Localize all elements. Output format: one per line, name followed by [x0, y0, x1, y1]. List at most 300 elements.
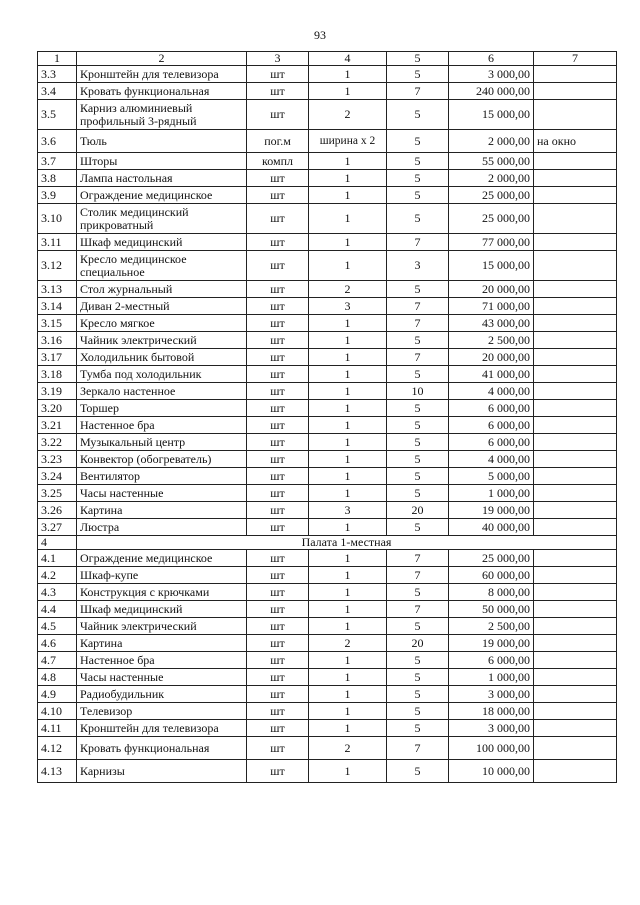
- item-service-life: 5: [387, 400, 449, 417]
- item-service-life: 5: [387, 153, 449, 170]
- item-service-life: 7: [387, 83, 449, 100]
- item-unit: шт: [247, 170, 309, 187]
- item-note: [534, 567, 617, 584]
- table-row: [38, 153, 617, 170]
- item-name: Шкаф медицинский: [77, 234, 247, 251]
- item-quantity: 2: [309, 635, 387, 652]
- item-name: Музыкальный центр: [77, 434, 247, 451]
- item-quantity: 1: [309, 400, 387, 417]
- item-price: 6 000,00: [449, 417, 534, 434]
- item-name: Кровать функциональная: [77, 737, 247, 760]
- item-unit: шт: [247, 434, 309, 451]
- item-quantity: 1: [309, 720, 387, 737]
- item-service-life: 7: [387, 737, 449, 760]
- table-row: [38, 251, 617, 281]
- item-quantity: 1: [309, 170, 387, 187]
- item-number: 3.8: [38, 170, 77, 187]
- item-unit: шт: [247, 720, 309, 737]
- item-name: Стол журнальный: [77, 281, 247, 298]
- item-note: [534, 669, 617, 686]
- item-quantity: 1: [309, 618, 387, 635]
- section-title: Палата 1-местная: [77, 536, 617, 550]
- item-price: 71 000,00: [449, 298, 534, 315]
- item-service-life: 5: [387, 468, 449, 485]
- item-service-life: 20: [387, 635, 449, 652]
- item-number: 3.6: [38, 130, 77, 153]
- item-number: 4.10: [38, 703, 77, 720]
- item-name: Шкаф медицинский: [77, 601, 247, 618]
- item-number: 3.14: [38, 298, 77, 315]
- table-row: [38, 187, 617, 204]
- item-service-life: 7: [387, 550, 449, 567]
- item-number: 3.21: [38, 417, 77, 434]
- item-name: Конвектор (обогреватель): [77, 451, 247, 468]
- item-unit: шт: [247, 584, 309, 601]
- item-note: [534, 298, 617, 315]
- item-service-life: 5: [387, 366, 449, 383]
- table-row: [38, 686, 617, 703]
- item-price: 41 000,00: [449, 366, 534, 383]
- item-quantity: 1: [309, 451, 387, 468]
- item-number: 3.22: [38, 434, 77, 451]
- item-number: 4.1: [38, 550, 77, 567]
- item-price: 2 000,00: [449, 170, 534, 187]
- item-name: Кресло медицинское специальное: [77, 251, 247, 281]
- table-row: [38, 468, 617, 485]
- section-row: [38, 536, 617, 550]
- item-name: Тюль: [77, 130, 247, 153]
- item-unit: шт: [247, 251, 309, 281]
- item-quantity: 1: [309, 468, 387, 485]
- item-note: [534, 281, 617, 298]
- item-name: Ограждение медицинское: [77, 187, 247, 204]
- item-price: 6 000,00: [449, 434, 534, 451]
- item-unit: шт: [247, 737, 309, 760]
- item-note: [534, 234, 617, 251]
- table-row: [38, 434, 617, 451]
- item-number: 3.26: [38, 502, 77, 519]
- item-unit: шт: [247, 281, 309, 298]
- item-number: 3.24: [38, 468, 77, 485]
- item-price: 3 000,00: [449, 66, 534, 83]
- item-number: 3.17: [38, 349, 77, 366]
- item-number: 3.27: [38, 519, 77, 536]
- page-number: 93: [314, 28, 326, 42]
- item-name: Карниз алюминиевый профильный 3-рядный: [77, 100, 247, 130]
- item-name: Лампа настольная: [77, 170, 247, 187]
- item-service-life: 7: [387, 315, 449, 332]
- item-name: Вентилятор: [77, 468, 247, 485]
- item-note: [534, 485, 617, 502]
- item-quantity: 1: [309, 669, 387, 686]
- item-price: 43 000,00: [449, 315, 534, 332]
- item-price: 25 000,00: [449, 187, 534, 204]
- item-name: Столик медицинский прикроватный: [77, 204, 247, 234]
- item-service-life: 7: [387, 298, 449, 315]
- item-unit: пог.м: [247, 130, 309, 153]
- item-price: 8 000,00: [449, 584, 534, 601]
- item-unit: шт: [247, 502, 309, 519]
- table-row: [38, 366, 617, 383]
- item-quantity: ширина х 2: [309, 130, 387, 153]
- table-row: [38, 234, 617, 251]
- item-price: 18 000,00: [449, 703, 534, 720]
- item-number: 3.12: [38, 251, 77, 281]
- item-quantity: 1: [309, 187, 387, 204]
- item-price: 60 000,00: [449, 567, 534, 584]
- item-service-life: 5: [387, 187, 449, 204]
- item-number: 3.3: [38, 66, 77, 83]
- section-number: 4: [38, 536, 77, 550]
- item-name: Кровать функциональная: [77, 83, 247, 100]
- item-price: 20 000,00: [449, 349, 534, 366]
- item-quantity: 1: [309, 550, 387, 567]
- item-service-life: 5: [387, 720, 449, 737]
- item-price: 5 000,00: [449, 468, 534, 485]
- item-service-life: 7: [387, 567, 449, 584]
- item-service-life: 5: [387, 332, 449, 349]
- item-number: 3.20: [38, 400, 77, 417]
- item-unit: шт: [247, 652, 309, 669]
- item-quantity: 3: [309, 298, 387, 315]
- item-quantity: 3: [309, 502, 387, 519]
- table-row: [38, 635, 617, 652]
- item-service-life: 7: [387, 234, 449, 251]
- item-unit: шт: [247, 760, 309, 783]
- item-note: [534, 737, 617, 760]
- item-quantity: 1: [309, 204, 387, 234]
- item-note: на окно: [534, 130, 617, 153]
- item-name: Телевизор: [77, 703, 247, 720]
- header-cell: 7: [534, 52, 617, 66]
- item-service-life: 5: [387, 669, 449, 686]
- item-unit: шт: [247, 686, 309, 703]
- item-quantity: 1: [309, 315, 387, 332]
- item-service-life: 5: [387, 434, 449, 451]
- item-service-life: 5: [387, 485, 449, 502]
- item-price: 2 500,00: [449, 618, 534, 635]
- item-price: 15 000,00: [449, 251, 534, 281]
- item-price: 100 000,00: [449, 737, 534, 760]
- header-cell: 4: [309, 52, 387, 66]
- table-row: [38, 349, 617, 366]
- item-number: 3.16: [38, 332, 77, 349]
- table-row: [38, 315, 617, 332]
- item-note: [534, 383, 617, 400]
- header-row: [38, 52, 617, 66]
- item-number: 4.11: [38, 720, 77, 737]
- item-price: 19 000,00: [449, 635, 534, 652]
- item-name: Торшер: [77, 400, 247, 417]
- item-service-life: 5: [387, 130, 449, 153]
- item-number: 4.12: [38, 737, 77, 760]
- item-number: 3.4: [38, 83, 77, 100]
- item-quantity: 1: [309, 332, 387, 349]
- item-name: Чайник электрический: [77, 332, 247, 349]
- item-name: Настенное бра: [77, 417, 247, 434]
- item-name: Ограждение медицинское: [77, 550, 247, 567]
- item-number: 3.13: [38, 281, 77, 298]
- item-note: [534, 468, 617, 485]
- item-quantity: 1: [309, 703, 387, 720]
- item-name: Часы настенные: [77, 485, 247, 502]
- item-unit: шт: [247, 383, 309, 400]
- table-row: [38, 703, 617, 720]
- item-price: 1 000,00: [449, 669, 534, 686]
- item-unit: шт: [247, 234, 309, 251]
- item-name: Диван 2-местный: [77, 298, 247, 315]
- table-row: [38, 584, 617, 601]
- table-row: [38, 281, 617, 298]
- item-quantity: 1: [309, 349, 387, 366]
- item-unit: шт: [247, 550, 309, 567]
- table-row: [38, 737, 617, 760]
- item-quantity: 1: [309, 153, 387, 170]
- item-number: 3.10: [38, 204, 77, 234]
- item-note: [534, 251, 617, 281]
- item-quantity: 1: [309, 519, 387, 536]
- item-note: [534, 584, 617, 601]
- item-unit: шт: [247, 618, 309, 635]
- table-row: [38, 417, 617, 434]
- item-quantity: 1: [309, 251, 387, 281]
- item-name: Тумба под холодильник: [77, 366, 247, 383]
- item-quantity: 1: [309, 66, 387, 83]
- item-price: 6 000,00: [449, 652, 534, 669]
- item-name: Люстра: [77, 519, 247, 536]
- item-number: 4.8: [38, 669, 77, 686]
- item-name: Кресло мягкое: [77, 315, 247, 332]
- item-service-life: 5: [387, 584, 449, 601]
- item-number: 4.5: [38, 618, 77, 635]
- item-quantity: 2: [309, 100, 387, 130]
- item-service-life: 20: [387, 502, 449, 519]
- item-name: Шкаф-купе: [77, 567, 247, 584]
- item-unit: шт: [247, 315, 309, 332]
- table-row: [38, 502, 617, 519]
- item-name: Зеркало настенное: [77, 383, 247, 400]
- item-unit: шт: [247, 66, 309, 83]
- item-number: 4.9: [38, 686, 77, 703]
- item-service-life: 5: [387, 170, 449, 187]
- item-quantity: 1: [309, 652, 387, 669]
- item-name: Кронштейн для телевизора: [77, 720, 247, 737]
- item-number: 3.23: [38, 451, 77, 468]
- item-service-life: 5: [387, 760, 449, 783]
- item-note: [534, 720, 617, 737]
- item-number: 3.15: [38, 315, 77, 332]
- item-name: Картина: [77, 502, 247, 519]
- item-price: 50 000,00: [449, 601, 534, 618]
- item-number: 4.13: [38, 760, 77, 783]
- item-name: Чайник электрический: [77, 618, 247, 635]
- header-cell: 2: [77, 52, 247, 66]
- item-note: [534, 66, 617, 83]
- item-note: [534, 170, 617, 187]
- table-row: [38, 567, 617, 584]
- table-row: [38, 83, 617, 100]
- item-name: Радиобудильник: [77, 686, 247, 703]
- item-service-life: 5: [387, 703, 449, 720]
- item-price: 25 000,00: [449, 550, 534, 567]
- item-price: 6 000,00: [449, 400, 534, 417]
- table-row: [38, 519, 617, 536]
- item-price: 2 000,00: [449, 130, 534, 153]
- item-unit: шт: [247, 100, 309, 130]
- item-note: [534, 332, 617, 349]
- table-row: [38, 451, 617, 468]
- item-number: 3.25: [38, 485, 77, 502]
- item-unit: шт: [247, 567, 309, 584]
- table-row: [38, 618, 617, 635]
- item-note: [534, 204, 617, 234]
- item-price: 10 000,00: [449, 760, 534, 783]
- item-note: [534, 417, 617, 434]
- item-service-life: 7: [387, 601, 449, 618]
- item-name: Шторы: [77, 153, 247, 170]
- item-note: [534, 652, 617, 669]
- item-unit: шт: [247, 349, 309, 366]
- item-note: [534, 635, 617, 652]
- item-price: 55 000,00: [449, 153, 534, 170]
- item-number: 4.6: [38, 635, 77, 652]
- table-row: [38, 332, 617, 349]
- item-service-life: 7: [387, 349, 449, 366]
- item-price: 2 500,00: [449, 332, 534, 349]
- item-number: 3.5: [38, 100, 77, 130]
- item-note: [534, 760, 617, 783]
- item-quantity: 2: [309, 737, 387, 760]
- item-service-life: 5: [387, 281, 449, 298]
- item-price: 3 000,00: [449, 686, 534, 703]
- item-name: Карнизы: [77, 760, 247, 783]
- item-price: 4 000,00: [449, 451, 534, 468]
- item-note: [534, 703, 617, 720]
- item-quantity: 1: [309, 584, 387, 601]
- header-cell: 1: [38, 52, 77, 66]
- table-row: [38, 652, 617, 669]
- item-service-life: 5: [387, 618, 449, 635]
- item-note: [534, 153, 617, 170]
- item-price: 25 000,00: [449, 204, 534, 234]
- item-unit: шт: [247, 187, 309, 204]
- header-cell: 5: [387, 52, 449, 66]
- item-name: Картина: [77, 635, 247, 652]
- table-row: [38, 400, 617, 417]
- item-service-life: 10: [387, 383, 449, 400]
- item-service-life: 5: [387, 100, 449, 130]
- item-note: [534, 502, 617, 519]
- item-note: [534, 601, 617, 618]
- table-row: [38, 204, 617, 234]
- item-number: 3.19: [38, 383, 77, 400]
- item-note: [534, 315, 617, 332]
- item-price: 19 000,00: [449, 502, 534, 519]
- table-row: [38, 720, 617, 737]
- item-unit: компл: [247, 153, 309, 170]
- header-cell: 6: [449, 52, 534, 66]
- item-name: Настенное бра: [77, 652, 247, 669]
- item-service-life: 5: [387, 66, 449, 83]
- item-unit: шт: [247, 298, 309, 315]
- item-service-life: 5: [387, 204, 449, 234]
- item-price: 77 000,00: [449, 234, 534, 251]
- item-unit: шт: [247, 332, 309, 349]
- item-service-life: 5: [387, 417, 449, 434]
- item-quantity: 2: [309, 281, 387, 298]
- table-row: [38, 550, 617, 567]
- item-quantity: 1: [309, 83, 387, 100]
- item-unit: шт: [247, 703, 309, 720]
- item-price: 3 000,00: [449, 720, 534, 737]
- item-price: 240 000,00: [449, 83, 534, 100]
- table-row: [38, 170, 617, 187]
- item-price: 15 000,00: [449, 100, 534, 130]
- item-note: [534, 434, 617, 451]
- equipment-table: [37, 51, 617, 783]
- item-unit: шт: [247, 204, 309, 234]
- item-unit: шт: [247, 417, 309, 434]
- item-unit: шт: [247, 83, 309, 100]
- item-note: [534, 686, 617, 703]
- item-note: [534, 519, 617, 536]
- item-price: 1 000,00: [449, 485, 534, 502]
- item-quantity: 1: [309, 434, 387, 451]
- item-unit: шт: [247, 669, 309, 686]
- item-quantity: 1: [309, 601, 387, 618]
- item-unit: шт: [247, 601, 309, 618]
- header-cell: 3: [247, 52, 309, 66]
- item-quantity: 1: [309, 567, 387, 584]
- item-unit: шт: [247, 451, 309, 468]
- item-note: [534, 100, 617, 130]
- item-name: Холодильник бытовой: [77, 349, 247, 366]
- item-quantity: 1: [309, 234, 387, 251]
- item-unit: шт: [247, 519, 309, 536]
- item-quantity: 1: [309, 760, 387, 783]
- item-quantity: 1: [309, 366, 387, 383]
- item-number: 3.11: [38, 234, 77, 251]
- item-service-life: 5: [387, 519, 449, 536]
- item-number: 4.4: [38, 601, 77, 618]
- item-note: [534, 83, 617, 100]
- item-number: 3.9: [38, 187, 77, 204]
- item-price: 4 000,00: [449, 383, 534, 400]
- table-row: [38, 601, 617, 618]
- table-row: [38, 485, 617, 502]
- table-row: [38, 100, 617, 130]
- item-service-life: 5: [387, 451, 449, 468]
- item-quantity: 1: [309, 383, 387, 400]
- table-row: [38, 66, 617, 83]
- item-name: Конструкция с крючками: [77, 584, 247, 601]
- item-number: 4.2: [38, 567, 77, 584]
- item-name: Кронштейн для телевизора: [77, 66, 247, 83]
- item-note: [534, 366, 617, 383]
- item-quantity: 1: [309, 686, 387, 703]
- item-number: 4.7: [38, 652, 77, 669]
- item-price: 20 000,00: [449, 281, 534, 298]
- item-service-life: 3: [387, 251, 449, 281]
- item-number: 3.7: [38, 153, 77, 170]
- item-unit: шт: [247, 400, 309, 417]
- item-note: [534, 187, 617, 204]
- item-quantity: 1: [309, 417, 387, 434]
- table-row: [38, 669, 617, 686]
- table-row: [38, 298, 617, 315]
- item-quantity: 1: [309, 485, 387, 502]
- item-note: [534, 451, 617, 468]
